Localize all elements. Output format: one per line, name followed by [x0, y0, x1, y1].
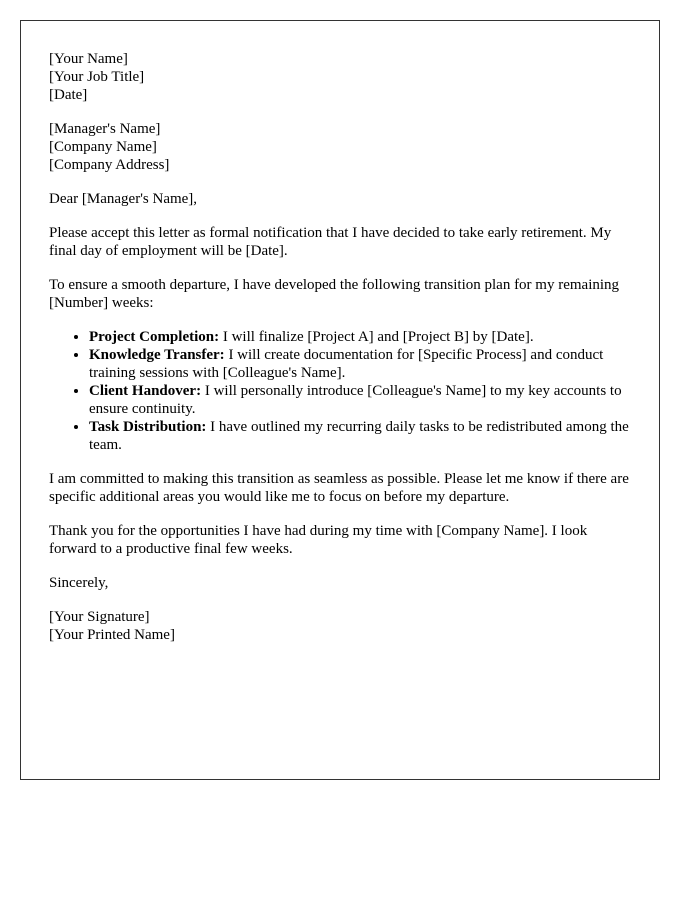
letter-page: [20, 20, 660, 780]
list-item-text: I will create documentation for [Specific Process] and conduct training sessions with [Colleague's Name].: [89, 347, 604, 381]
list-item-text: I will personally introduce [Colleague's Name] to my key accounts to ensure continuity.: [89, 383, 622, 417]
recipient-name: [Manager's Name]: [49, 121, 161, 137]
list-item: [89, 328, 631, 346]
plan-intro-paragraph: To ensure a smooth departure, I have developed the following transition plan for my remaining [Number] weeks:: [49, 277, 620, 311]
list-item: [89, 346, 631, 382]
recipient-company: [Company Name]: [49, 139, 157, 155]
list-item-text: I have outlined my recurring daily tasks to be redistributed among the team.: [89, 419, 629, 453]
list-item: [89, 382, 631, 418]
closing: Sincerely,: [49, 575, 109, 591]
sender-date: [Date]: [49, 87, 88, 103]
thanks-paragraph: Thank you for the opportunities I have had during my time with [Company Name]. I look forward to a productive final few weeks.: [49, 523, 588, 557]
sender-name: [Your Name]: [49, 51, 128, 67]
recipient-address: [Company Address]: [49, 157, 170, 173]
list-item-term: Task Distribution:: [89, 419, 207, 435]
recipient-block: [49, 120, 631, 174]
list-item-text: I will finalize [Project A] and [Project B] by [Date].: [219, 329, 534, 345]
printed-name: [Your Printed Name]: [49, 627, 175, 643]
list-item-term: Project Completion:: [89, 329, 220, 345]
signature-line: [Your Signature]: [49, 609, 150, 625]
transition-plan-list: [49, 328, 631, 454]
list-item-term: Client Handover:: [89, 383, 202, 399]
sender-job-title: [Your Job Title]: [49, 69, 145, 85]
list-item-term: Knowledge Transfer:: [89, 347, 225, 363]
sender-block: [49, 50, 631, 104]
intro-paragraph: Please accept this letter as formal notification that I have decided to take early retirement. My final day of employment will be [Date].: [49, 225, 612, 259]
commitment-paragraph: I am committed to making this transition as seamless as possible. Please let me know if there are specific additional areas you would like me to focus on before my departure.: [49, 471, 629, 505]
salutation: Dear [Manager's Name],: [49, 191, 198, 207]
signature-block: [49, 608, 631, 644]
list-item: [89, 418, 631, 454]
